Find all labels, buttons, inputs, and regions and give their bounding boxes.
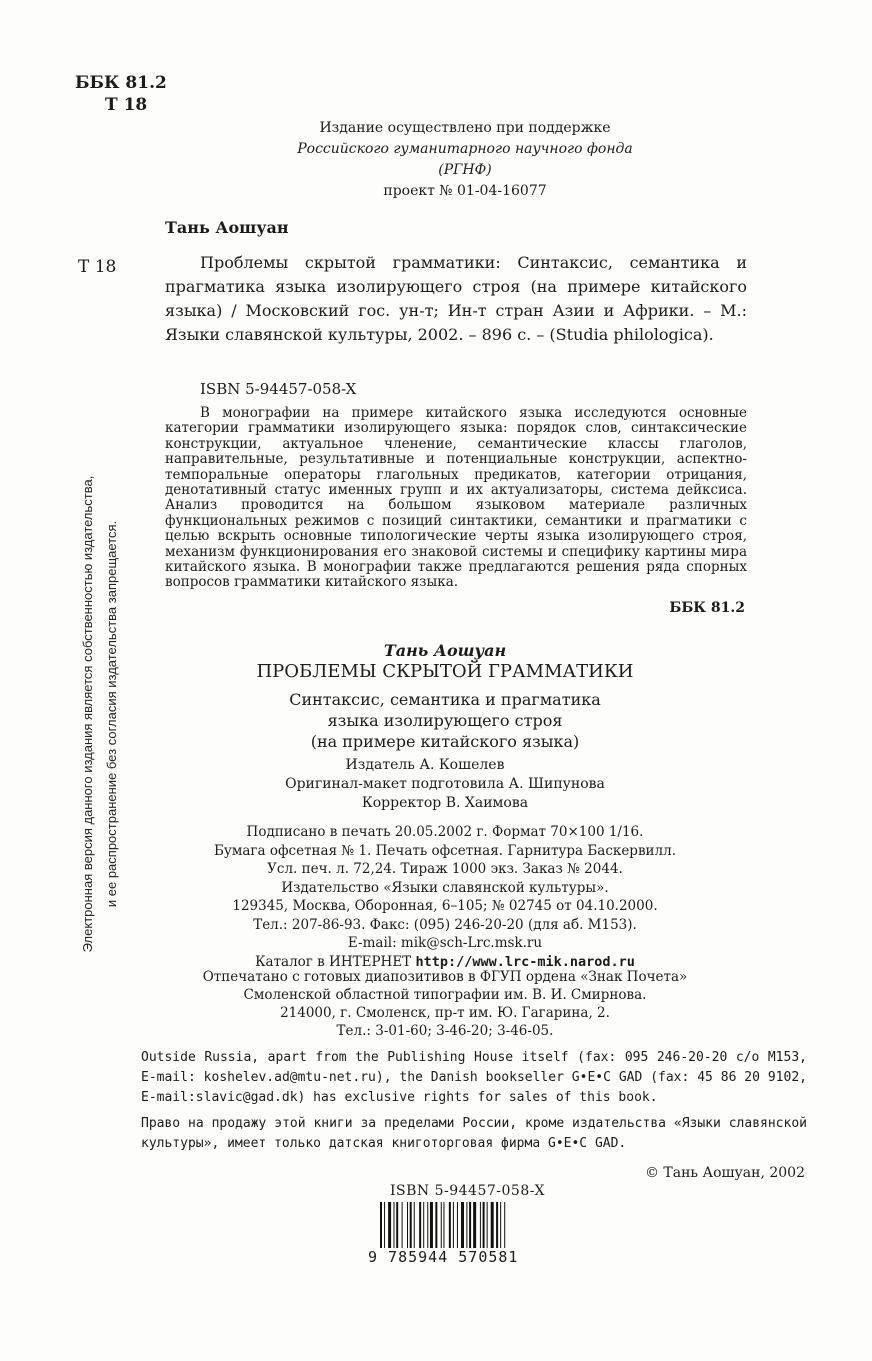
barcode-bar	[435, 1202, 437, 1248]
support-abbr: (РГНФ)	[438, 162, 492, 178]
tech-line: 129345, Москва, Оборонная, 6–105; № 02745 от 04.10.2000.	[232, 898, 658, 914]
tech-line: Подписано в печать 20.05.2002 г. Формат 70×100 1/16.	[246, 824, 644, 840]
isbn: ISBN 5-94457-058-X	[200, 380, 357, 398]
barcode-bar	[396, 1202, 398, 1248]
barcode-digits: 9 785944 570581	[368, 1248, 519, 1266]
support-project: проект № 01-04-16077	[383, 183, 547, 199]
publisher: Издатель А. Кошелев	[345, 757, 505, 773]
barcode-bar	[407, 1202, 408, 1248]
imprint-subtitle	[150, 689, 740, 752]
barcode-bar	[473, 1202, 476, 1248]
bibliographic-record: Проблемы скрытой грамматики: Синтаксис, семантика и прагматика языка изолирующего строя (на примере китайского языка) / Московский гос. ун-т; Ин-т стран Азии и Африки. – М.: Языки славянской культуры, 2002. – 896 с. – (Studia philologica).	[165, 253, 747, 344]
barcode-bar	[394, 1202, 395, 1248]
layout-credit: Оригинал-макет подготовила А. Шипунова	[285, 776, 605, 792]
cutter-left: Т 18	[78, 257, 117, 277]
subtitle-line: языка изолирующего строя	[327, 711, 563, 730]
subtitle-line: Синтаксис, семантика и прагматика	[289, 690, 601, 709]
print-line: Отпечатано с готовых диапозитивов в ФГУП ордена «Знак Почета»	[202, 969, 688, 985]
print-line: Смоленской областной типографии им. В. И. Смирнова.	[243, 987, 647, 1003]
cutter-code: Т 18	[105, 95, 148, 115]
abstract: В монографии на примере китайского языка исследуются основные категории грамматики изолирующего языка: порядок слов, синтаксические конструкции, актуальное членение, семантические классы глаголов, направительные, результативные и потенциальные конструкции, аспектно-темпоральные операторы глагольных предикатов, категории отрицания, денотативный статус именных групп и их актуализаторы, система дейксиса. Анализ проводится на большом языковом материале различных функциональных режимов с позиций синтактики, семантики и прагматики с целью вскрыть основные типологические черты языка изолирующего строя, механизм функционирования его знаковой системы и специфику картины мира китайского языка. В монографии также предлагаются решения ряда спорных вопросов грамматики китайского языка.	[165, 405, 747, 591]
bbk-block	[75, 72, 167, 116]
catalog-link[interactable]: http://www.lrc-mik.narod.ru	[415, 953, 635, 970]
barcode-bar	[496, 1202, 498, 1248]
barcode-bar	[443, 1202, 444, 1248]
barcode-bar	[487, 1202, 488, 1248]
barcode-bar	[453, 1202, 454, 1248]
barcode-bar	[384, 1202, 385, 1248]
barcode-bar	[430, 1202, 433, 1248]
sale-rights-note: Право на продажу этой книги за пределами России, кроме издательства «Языки славянской культуры», имеет только датская книготорговая фирма G•E•C GAD.	[141, 1116, 807, 1151]
barcode-bar	[483, 1202, 485, 1248]
subtitle-line: (на примере китайского языка)	[310, 732, 580, 751]
barcode-bar	[419, 1202, 421, 1248]
outside-russia-note: Outside Russia, apart from the Publishing House itself (fax: 095 246-20-20 c/o M153, E-mail: koshelev.ad@mtu-net.ru), the Danish bookseller G•E•C GAD (fax: 45 86 20 9102, E-mail:slavic@gad.dk) has exclusive rights for sales of this book.	[141, 1050, 807, 1105]
proofreader: Корректор В. Хаимова	[361, 795, 529, 811]
tech-line: Издательство «Языки славянской культуры».	[281, 879, 609, 896]
barcode-bar	[461, 1202, 464, 1248]
side-note-line: и ее распространение без согласия издательства запрещается.	[104, 520, 119, 908]
side-note-wrap	[70, 400, 130, 1030]
support-foundation: Российского гуманитарного научного фонда	[297, 141, 633, 157]
copyright: © Тань Аошуан, 2002	[644, 1165, 805, 1181]
barcode-bar	[423, 1202, 424, 1248]
barcode-bar	[491, 1202, 494, 1248]
tech-line: Тел.: 207-86-93. Факс: (095) 246-20-20 (для аб. М153).	[253, 916, 637, 933]
barcode-bar	[457, 1202, 458, 1248]
tech-line: Бумага офсетная № 1. Печать офсетная. Гарнитура Баскервилл.	[214, 842, 676, 859]
print-line: Тел.: 3-01-60; 3-46-20; 3-46-05.	[336, 1023, 554, 1039]
barcode-bar	[388, 1202, 391, 1248]
barcode-isbn: ISBN 5-94457-058-X	[390, 1183, 545, 1199]
barcode-bar	[414, 1202, 415, 1248]
grant-support	[230, 118, 700, 202]
email: E-mail: mik@sch-Lrc.msk.ru	[347, 935, 543, 951]
barcode-bar	[449, 1202, 451, 1248]
tech-details	[150, 823, 740, 971]
catalog-label: Каталог в ИНТЕРНЕТ	[255, 953, 416, 970]
imprint-author: Тань Аошуан	[383, 641, 507, 660]
barcode-bar	[500, 1202, 501, 1248]
bbk-bottom: ББК 81.2	[669, 600, 745, 616]
barcode-bar	[410, 1202, 412, 1248]
support-line: Издание осуществлено при поддержке	[319, 120, 611, 136]
imprint-title: ПРОБЛЕМЫ СКРЫТОЙ ГРАММАТИКИ	[256, 661, 634, 682]
barcode-bar	[427, 1202, 428, 1248]
barcode-bar	[402, 1202, 403, 1248]
barcode-bar	[480, 1202, 481, 1248]
side-note-line: Электронная версия данного издания является собственностью издательства,	[80, 475, 95, 953]
barcode-bar	[380, 1202, 382, 1248]
barcode-bar	[469, 1202, 471, 1248]
barcode-bar	[466, 1202, 467, 1248]
barcode-bar	[441, 1202, 442, 1248]
printing-info	[150, 968, 740, 1040]
side-note	[76, 399, 124, 1029]
imprint-staff	[150, 756, 740, 813]
bbk-code: ББК 81.2	[75, 73, 167, 93]
print-line: 214000, г. Смоленск, пр-т им. Ю. Гагарина, 2.	[280, 1005, 610, 1021]
barcode-bar	[504, 1202, 505, 1248]
author-heading: Тань Аошуан	[165, 218, 289, 237]
tech-line: Усл. печ. л. 72,24. Тираж 1000 экз. Заказ № 2044.	[267, 861, 623, 877]
